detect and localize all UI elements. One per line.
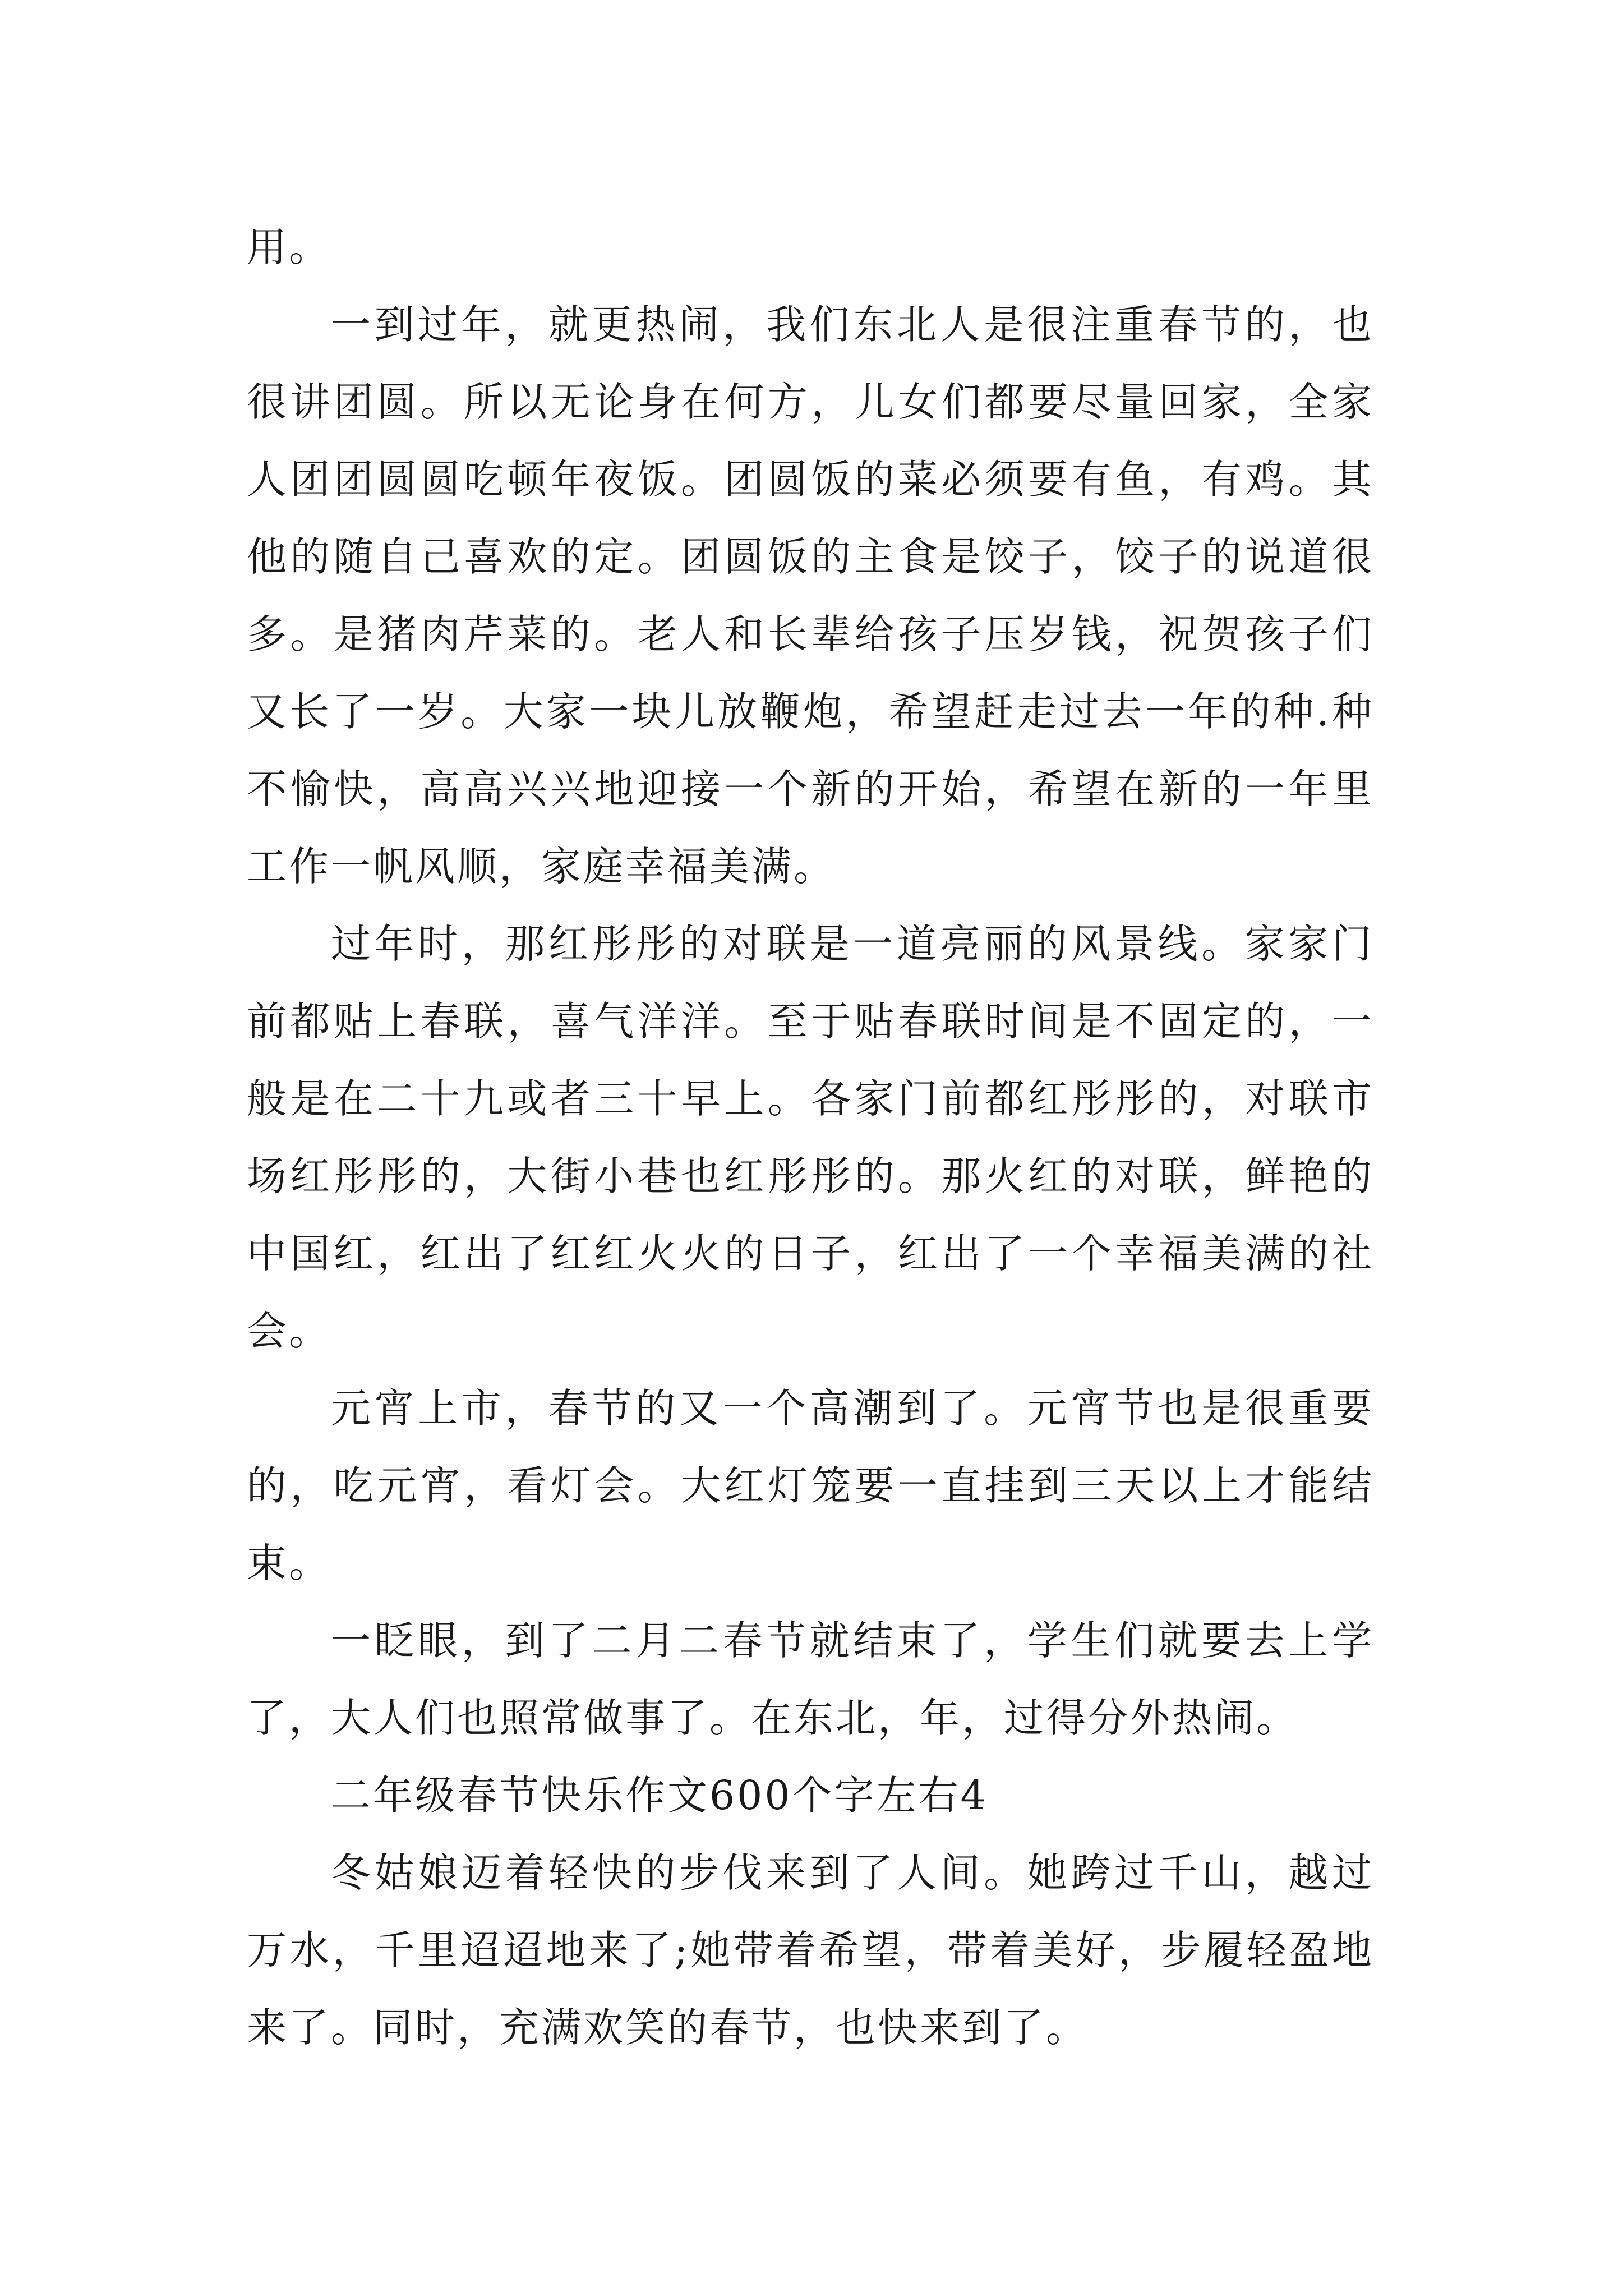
paragraph-spring-couplets: 过年时，那红彤彤的对联是一道亮丽的风景线。家家门前都贴上春联，喜气洋洋。至于贴春联时间是不固定的，一般是在二十九或者三十早上。各家门前都红彤彤的，对联市场红彤彤的，大街小巷也红彤彤的。那火红的对联，鲜艳的中国红，红出了红红火火的日子，红出了一个幸福美满的社会。 [247,921,1374,1354]
paragraph-lantern-festival: 元宵上市，春节的又一个高潮到了。元宵节也是很重要的，吃元宵，看灯会。大红灯笼要一直挂到三天以上才能结束。 [247,1385,1374,1586]
paragraph-continuation: 用。 [247,224,331,270]
paragraph-festival-end: 一眨眼，到了二月二春节就结束了，学生们就要去上学了，大人们也照常做事了。在东北，年，过得分外热闹。 [247,1617,1374,1741]
paragraph-new-year-reunion: 一到过年，就更热闹，我们东北人是很注重春节的，也很讲团圆。所以无论身在何方，儿女们都要尽量回家，全家人团团圆圆吃顿年夜饭。团圆饭的菜必须要有鱼，有鸡。其他的随自己喜欢的定。团圆饭的主食是饺子，饺子的说道很多。是猪肉芹菜的。老人和长辈给孩子压岁钱，祝贺孩子们又长了一岁。大家一块儿放鞭炮，希望赶走过去一年的种.种不愉快，高高兴兴地迎接一个新的开始，希望在新的一年里工作一帆风顺，家庭幸福美满。 [247,301,1374,890]
paragraph-winter-arrives: 冬姑娘迈着轻快的步伐来到了人间。她跨过千山，越过万水，千里迢迢地来了;她带着希望，带着美好，步履轻盈地来了。同时，充满欢笑的春节，也快来到了。 [247,1849,1374,2051]
essay-heading: 二年级春节快乐作文600个字左右4 [331,1772,988,1819]
document-body [247,209,1374,2067]
